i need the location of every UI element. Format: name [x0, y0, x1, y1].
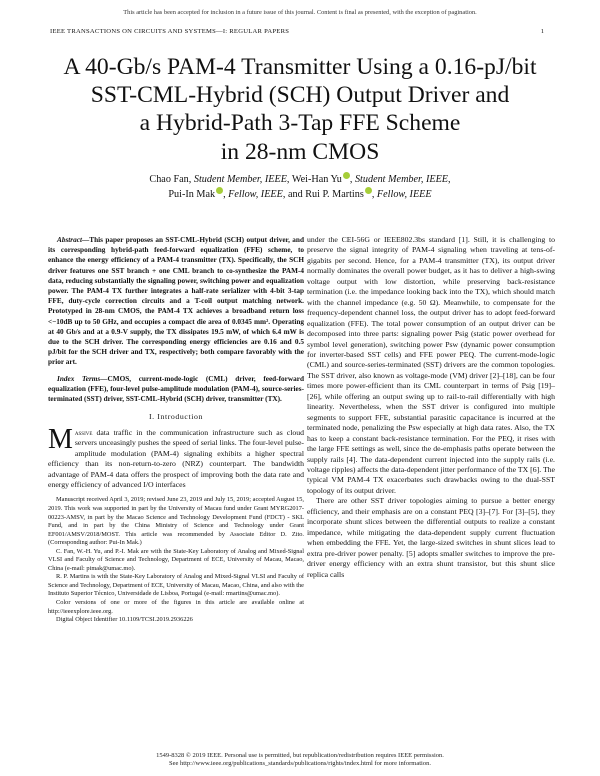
orcid-icon[interactable] — [365, 187, 372, 194]
orcid-icon[interactable] — [343, 172, 350, 179]
abstract-label: Abstract— — [57, 236, 90, 244]
footnote-manuscript: Manuscript received April 3, 2019; revised June 23, 2019 and July 15, 2019; accepted August 15, 2019. This work was supported in part by the University of Macau fund under Grant MYRG2017-00223-AMSV, in part by the Macao Science and Technology Development Fund (FDCT) - SKL Fund, and in part by the China Ministry of Science and Technology under Grant EF001/AMSV/2018/MOST. This article was recommended by Associate Editor D. Zito. (Corresponding author: Pui-In Mak.) — [48, 496, 304, 547]
author-role: Fellow, IEEE — [228, 188, 283, 200]
intro-paragraph — [48, 423, 304, 491]
author-name: Chao Fan, — [149, 174, 192, 185]
body-paragraph: under the CEI-56G or IEEE802.3bs standard [1]. Still, it is challenging to preserve the signal integrity of PAM-4 signaling when traveling at tens-of-gigabits per second. Hence, for a PAM-4 transmitter (TX), its output driver normally dominates the overall power budget, as it has to deliver a high-swing voltage output with low distortion, while preserving back-resistance termination (i.e. the impedance looking back into the TX), which should match with the channel impedance (e.g. 50 Ω). Meanwhile, to compensate for the frequency-dependent channel loss, the output driver has to adopt feed-forward equalization (FFE). The total power consumption of an output driver can be decomposed into three parts: signaling power Psig (static power overhead for symbol level generation), switching power Psw (dynamic power consumption for inverter-based SST cells) and FFE power PEQ. The current-mode-logic (CML) and source-series-terminated (SST) drivers are the common topologies. The SST driver, also known as voltage-mode (VM) driver [2]–[18], can be four times more power-efficient than its CML counterpart in terms of Psig [19]–[26], while offering an output swing up to rail-to-rail differentially with high linearity. Nevertheless, when the SST driver is configured into multiple segments to support FFE, substantial parasitic capacitance is incurred at the terminated node, penalizing the Psw especially at high data rates. Also, the TX has to keep a constant back-resistance termination. For the PEQ, it rises with the large FFE settings as well, since the de-emphasis paths operate between the supply rails [4]. The data-dependent current injected into the supply rails (i.e. voltage ripples) affects the data-dependent jitter performance of the TX [6]. The typical VM PAM-4 TX exacerbates such drawbacks owing to the dual-SST topology of its output driver. — [307, 235, 555, 495]
intro-lead: assive — [74, 427, 93, 437]
section-heading: I. Introduction — [148, 412, 204, 422]
title-line: A 40-Gb/s PAM-4 Transmitter Using a 0.16-pJ/bit — [63, 54, 537, 80]
title-line: a Hybrid-Path 3-Tap FFE Scheme — [139, 110, 461, 137]
and-word: and — [287, 188, 303, 200]
footnote-affiliation: R. P. Martins is with the State-Key Laboratory of Analog and Mixed-Signal VLSI and Faculty of Science and Technology, Department of ECE, University of Macau, Macao, China, and also with the Instituto Superior Técnico, Universidade de Lisboa, Portugal (e-mail: rmartins@umac.mo). — [48, 573, 304, 598]
title-line: in 28-nm CMOS — [220, 138, 380, 165]
intro-text: data traffic in the communication infrastructure such as cloud servers unceasingly pushes the speed of serial links. The four-level pulse-amplitude modulation (PAM-4) signaling exhibits a higher spectral efficiency than its non-return-to-zero (NRZ) counterpart. The bandwidth advantage of PAM-4 data offers the prospect of improving both the data rate and energy efficiency of advanced I/O interfaces — [48, 427, 304, 489]
author-name: Pui-In Mak — [168, 188, 216, 200]
copyright-footer — [0, 752, 600, 769]
acceptance-note: This article has been accepted for inclusion in a future issue of this journal. Content is final as presented, with the exception of pagination. — [123, 9, 477, 16]
running-head: IEEE TRANSACTIONS ON CIRCUITS AND SYSTEMS—I: REGULAR PAPERS — [50, 28, 290, 35]
author-role: Student Member, IEEE — [193, 174, 287, 185]
footnotes — [48, 496, 304, 624]
page-number: 1 — [540, 28, 544, 35]
author-role: Fellow, IEEE — [376, 188, 432, 200]
orcid-icon[interactable] — [216, 187, 223, 194]
index-terms-label: Index Terms— — [57, 374, 108, 383]
title-line: SST-CML-Hybrid (SCH) Output Driver and — [90, 82, 510, 109]
index-terms — [48, 374, 304, 405]
index-terms-text: CMOS, current-mode-logic (CML) driver, feed-forward equalization (FFE), four-level pulse-amplitude modulation (PAM-4), source-series-terminated (SST) driver, SST-CML-Hybrid (SCH) driver, transmitter (TX). — [48, 374, 305, 404]
footnote-color: Color versions of one or more of the figures in this article are available online at http://ieeexplore.ieee.org. — [48, 598, 304, 615]
author-list: Chao Fan, Student Member, IEEE, Wei-Han Yu , Student Member, IEEE, Pui-In Mak , Fellow, IEEE, and Rui P. Martins , Fellow, IEEE — [149, 174, 451, 200]
author-name: Rui P. Martins — [305, 188, 364, 200]
body-paragraph: There are other SST driver topologies aiming to pursue a better energy efficiency, and their emphasis are on a constant PEQ [3]–[7]. For [3]–[5], they incorporate shunt slices between the differential outputs to realize a constant impedance, while mitigating the data-dependent supply current fluctuation when embedding the FFE. Yet, the large-sized switches in shunt slices lead to extra pre-driver power penalty. [5] adopts smaller switches to improve the pre-driver energy efficiency with an extra shunt transistor, but this shunt slice replica calls — [307, 496, 555, 579]
copyright-line: 1549-8328 © 2019 IEEE. Personal use is permitted, but republication/redistribution requires IEEE permission. — [156, 752, 444, 759]
drop-cap: M — [48, 423, 73, 455]
author-role: Student Member, IEEE — [354, 174, 449, 185]
paper-title — [40, 53, 560, 166]
right-column — [307, 235, 555, 580]
abstract-text: This paper proposes an SST-CML-Hybrid (SCH) output driver, and its corresponding hybrid-path feed-forward equalization (FFE) scheme, to enhance the energy efficiency of a PAM-4 transmitter (TX). Specifically, the SCH driver features one SST branch + one CML branch to co-synthesize the PAM-4 data, reducing substantially the signaling power, switching power and equalization power. The PAM-4 TX further integrates a half-rate serializer with 4-bit 3-tap FFE, duty-cycle correction circuits and a T-coil output matching network. Prototyped in 28-nm CMOS, the PAM-4 TX achieves a broadband return loss <−10dB up to 50 GHz, and occupies a compact die area of 0.0345 mm². Operating at 40 Gb/s and at a 0.9-V supply, the TX dissipates 19.5 mW, of which 6.4 mW is due to the SCH driver. The corresponding energy efficiencies are 0.16 and 0.5 pJ/bit for the SCH driver and TX, respectively; both compare favorably with the prior art. — [48, 236, 304, 367]
abstract — [48, 235, 304, 368]
author-name: Wei-Han Yu — [291, 174, 342, 185]
rights-link[interactable]: See http://www.ieee.org/publications_standards/publications/rights/index.html for more information. — [169, 760, 431, 768]
footnote-doi: Digital Object Identifier 10.1109/TCSI.2019.2936226 — [56, 616, 193, 624]
left-column — [48, 235, 304, 625]
footnote-affiliation: C. Fan, W.-H. Yu, and P.-I. Mak are with the State-Key Laboratory of Analog and Mixed-Signal VLSI and Faculty of Science and Technology, Department of ECE, University of Macau, Macao, China (e-mail: pimak@umac.mo). — [48, 547, 304, 572]
